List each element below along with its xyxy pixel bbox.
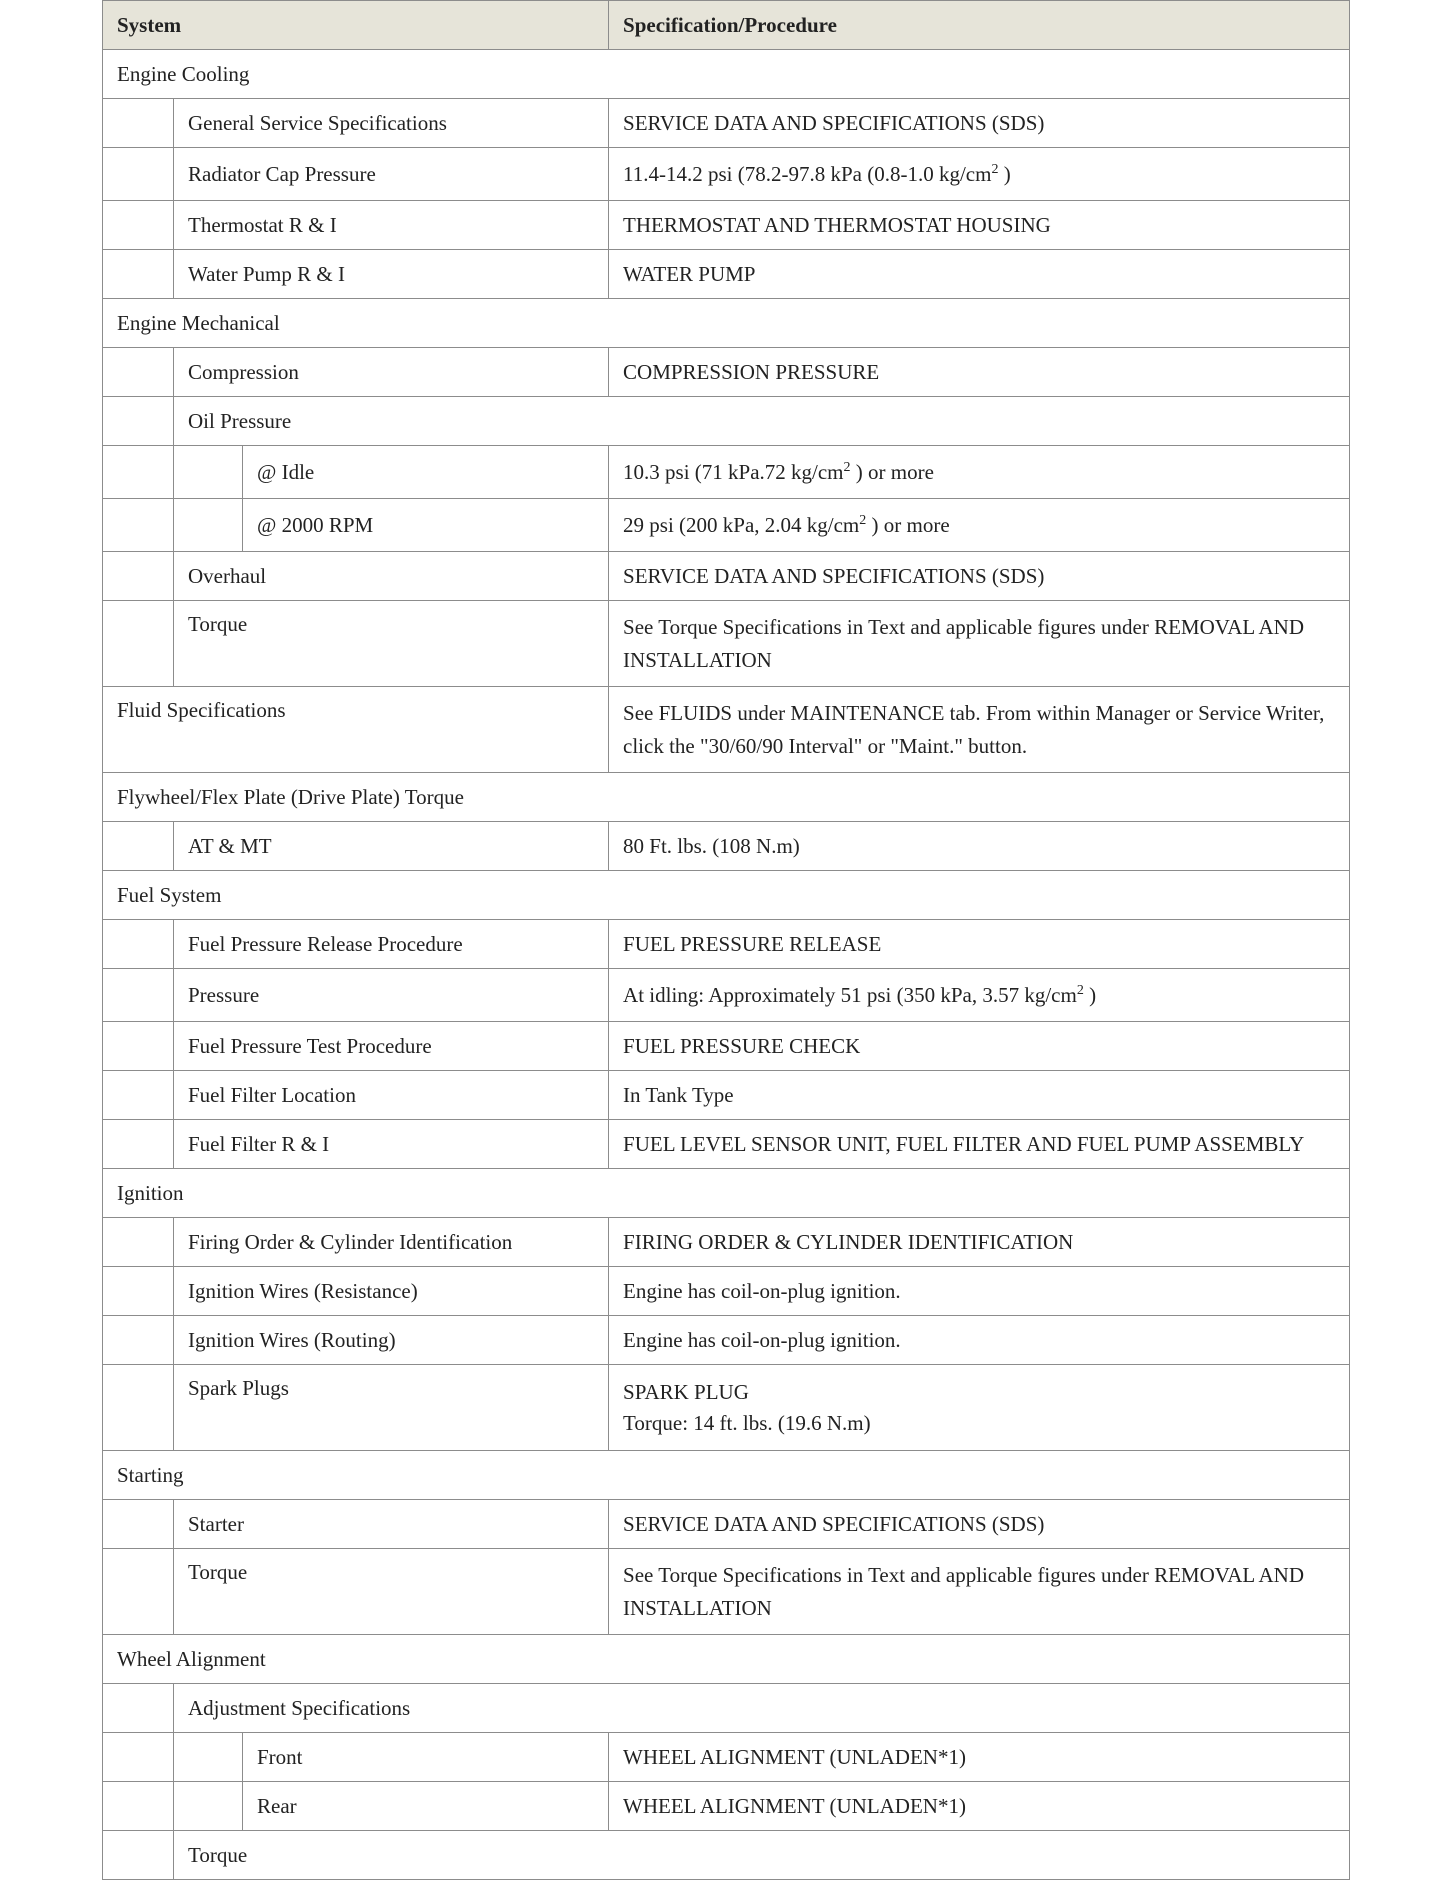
item-label: Torque [174,1831,1350,1880]
item-label: Fuel Filter R & I [174,1120,609,1169]
indent-cell [103,1549,174,1635]
table-row [103,99,1350,148]
item-value: THERMOSTAT AND THERMOSTAT HOUSING [609,201,1350,250]
item-label: Water Pump R & I [174,250,609,299]
item-value: In Tank Type [609,1071,1350,1120]
item-value: COMPRESSION PRESSURE [609,348,1350,397]
header-spec: Specification/Procedure [609,1,1350,50]
section-flywheel: Flywheel/Flex Plate (Drive Plate) Torque [103,773,1350,822]
indent-cell [174,1733,243,1782]
section-starting: Starting [103,1451,1350,1500]
value-line: Torque: 14 ft. lbs. (19.6 N.m) [623,1410,871,1435]
value-text: At idling: Approximately 51 psi (350 kPa, 3.57 kg/cm [623,983,1077,1007]
superscript: 2 [859,513,867,528]
subsection-oil-pressure: Oil Pressure [174,397,1350,446]
header-row [103,1,1350,50]
table-row [103,499,1350,552]
section-ignition: Ignition [103,1169,1350,1218]
indent-cell [103,348,174,397]
item-value: See Torque Specifications in Text and applicable figures under REMOVAL AND INSTALLATION [609,601,1350,687]
item-value: 80 Ft. lbs. (108 N.m) [609,822,1350,871]
table-row [103,1365,1350,1451]
table-row [103,601,1350,687]
table-row [103,822,1350,871]
item-value: WHEEL ALIGNMENT (UNLADEN*1) [609,1733,1350,1782]
item-label: @ 2000 RPM [243,499,609,552]
indent-cell [103,1267,174,1316]
table-row [103,1267,1350,1316]
indent-cell [103,99,174,148]
table-row [103,969,1350,1022]
table-row [103,348,1350,397]
table-row [103,1684,1350,1733]
value-text: 10.3 psi (71 kPa.72 kg/cm [623,460,844,484]
indent-cell [103,1365,174,1451]
item-value [609,446,1350,499]
table-row [103,687,1350,773]
section-row [103,1635,1350,1684]
item-label: Ignition Wires (Resistance) [174,1267,609,1316]
item-label: Pressure [174,969,609,1022]
item-value [609,1365,1350,1451]
indent-cell [103,148,174,201]
indent-cell [103,920,174,969]
table-row [103,446,1350,499]
indent-cell [174,499,243,552]
value-line: SPARK PLUG [623,1379,749,1404]
item-value [609,969,1350,1022]
item-value: SERVICE DATA AND SPECIFICATIONS (SDS) [609,99,1350,148]
table-row [103,1120,1350,1169]
indent-cell [103,1316,174,1365]
indent-cell [103,1500,174,1549]
section-row [103,1451,1350,1500]
item-label: Thermostat R & I [174,201,609,250]
section-engine-mechanical: Engine Mechanical [103,299,1350,348]
indent-cell [103,969,174,1022]
table-row [103,397,1350,446]
value-text-end: ) [1083,983,1097,1007]
indent-cell [103,552,174,601]
item-value: SERVICE DATA AND SPECIFICATIONS (SDS) [609,552,1350,601]
indent-cell [103,822,174,871]
value-text-end: ) or more [850,460,934,484]
indent-cell [103,1218,174,1267]
item-value: FUEL LEVEL SENSOR UNIT, FUEL FILTER AND FUEL PUMP ASSEMBLY [609,1120,1350,1169]
section-row [103,1169,1350,1218]
table-row [103,1831,1350,1880]
section-row [103,773,1350,822]
indent-cell [103,1782,174,1831]
item-value: FIRING ORDER & CYLINDER IDENTIFICATION [609,1218,1350,1267]
item-label: Torque [174,1549,609,1635]
table-row [103,552,1350,601]
item-label: AT & MT [174,822,609,871]
section-fuel-system: Fuel System [103,871,1350,920]
item-label: Fuel Filter Location [174,1071,609,1120]
value-text: 29 psi (200 kPa, 2.04 kg/cm [623,513,860,537]
section-engine-cooling: Engine Cooling [103,50,1350,99]
item-label: Overhaul [174,552,609,601]
header-system: System [103,1,609,50]
section-row [103,50,1350,99]
indent-cell [103,1684,174,1733]
section-row [103,299,1350,348]
item-value: Engine has coil-on-plug ignition. [609,1316,1350,1365]
item-label: Firing Order & Cylinder Identification [174,1218,609,1267]
item-value: FUEL PRESSURE CHECK [609,1022,1350,1071]
item-label: Compression [174,348,609,397]
item-label: @ Idle [243,446,609,499]
indent-cell [174,1782,243,1831]
table-row [103,148,1350,201]
table-row [103,1022,1350,1071]
item-label: General Service Specifications [174,99,609,148]
spec-table [102,0,1350,1880]
superscript: 2 [991,162,999,177]
section-row [103,871,1350,920]
item-value [609,499,1350,552]
item-label: Fuel Pressure Release Procedure [174,920,609,969]
value-text-end: ) [998,162,1011,186]
table-row [103,1733,1350,1782]
item-label: Spark Plugs [174,1365,609,1451]
table-row [103,1500,1350,1549]
value-text: 11.4-14.2 psi (78.2-97.8 kPa (0.8-1.0 kg/cm [623,162,992,186]
indent-cell [103,397,174,446]
table-row [103,201,1350,250]
indent-cell [103,601,174,687]
table-row [103,1316,1350,1365]
table-row [103,920,1350,969]
item-label: Rear [243,1782,609,1831]
item-label: Front [243,1733,609,1782]
table-row [103,1549,1350,1635]
item-value: See FLUIDS under MAINTENANCE tab. From within Manager or Service Writer, click the "30/60/90 Interval" or "Maint." button. [609,687,1350,773]
indent-cell [103,201,174,250]
item-value: SERVICE DATA AND SPECIFICATIONS (SDS) [609,1500,1350,1549]
item-label: Radiator Cap Pressure [174,148,609,201]
item-value: Engine has coil-on-plug ignition. [609,1267,1350,1316]
superscript: 2 [843,460,851,475]
table-row [103,250,1350,299]
item-value: WHEEL ALIGNMENT (UNLADEN*1) [609,1782,1350,1831]
item-label: Fuel Pressure Test Procedure [174,1022,609,1071]
table-row [103,1071,1350,1120]
indent-cell [103,1120,174,1169]
indent-cell [103,446,174,499]
item-value: WATER PUMP [609,250,1350,299]
item-value: See Torque Specifications in Text and applicable figures under REMOVAL AND INSTALLATION [609,1549,1350,1635]
section-wheel-alignment: Wheel Alignment [103,1635,1350,1684]
table-row [103,1782,1350,1831]
item-label: Torque [174,601,609,687]
indent-cell [103,499,174,552]
section-fluid-specifications: Fluid Specifications [103,687,609,773]
indent-cell [103,250,174,299]
value-text-end: ) or more [866,513,950,537]
item-value: FUEL PRESSURE RELEASE [609,920,1350,969]
superscript: 2 [1076,983,1084,998]
indent-cell [103,1071,174,1120]
item-label: Ignition Wires (Routing) [174,1316,609,1365]
indent-cell [103,1733,174,1782]
item-value [609,148,1350,201]
indent-cell [103,1022,174,1071]
table-row [103,1218,1350,1267]
subsection-adjustment: Adjustment Specifications [174,1684,1350,1733]
indent-cell [103,1831,174,1880]
indent-cell [174,446,243,499]
item-label: Starter [174,1500,609,1549]
